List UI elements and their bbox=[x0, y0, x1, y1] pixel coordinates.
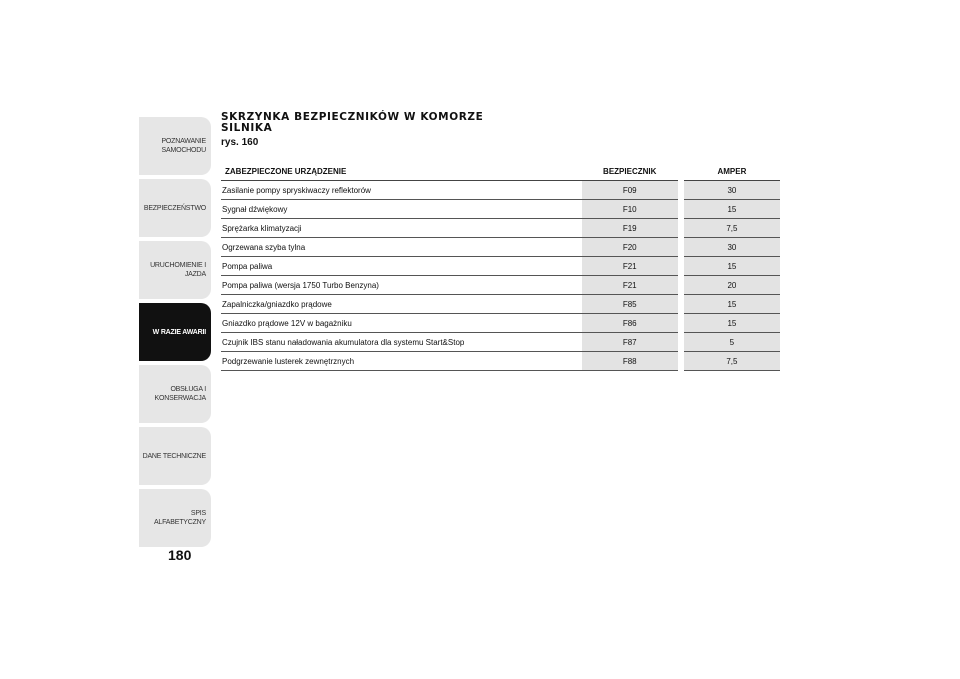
cell-device: Ogrzewana szyba tylna bbox=[221, 238, 582, 257]
cell-ampere: 15 bbox=[681, 295, 780, 314]
cell-device: Czujnik IBS stanu naładowania akumulatora dla systemu Start&Stop bbox=[221, 333, 582, 352]
header-ampere: AMPER bbox=[681, 162, 780, 181]
cell-ampere: 15 bbox=[681, 257, 780, 276]
tab-w-razie-awarii[interactable] bbox=[139, 303, 211, 361]
cell-device: Pompa paliwa bbox=[221, 257, 582, 276]
page-number: 180 bbox=[168, 547, 192, 563]
cell-ampere: 15 bbox=[681, 200, 780, 219]
cell-device: Zapalniczka/gniazdko prądowe bbox=[221, 295, 582, 314]
tab-label: OBSŁUGA I KONSERWACJA bbox=[154, 386, 206, 402]
table-row bbox=[221, 200, 780, 219]
cell-ampere: 7,5 bbox=[681, 219, 780, 238]
tab-label: DANE TECHNICZNE bbox=[142, 452, 206, 460]
fuse-table bbox=[221, 162, 780, 371]
cell-device: Sygnał dźwiękowy bbox=[221, 200, 582, 219]
cell-ampere: 5 bbox=[681, 333, 780, 352]
table-row bbox=[221, 257, 780, 276]
chapter-tabs bbox=[139, 117, 211, 551]
table-row bbox=[221, 314, 780, 333]
table-row bbox=[221, 181, 780, 200]
tab-bezpieczenstwo[interactable] bbox=[139, 179, 211, 237]
cell-fuse: F10 bbox=[582, 200, 681, 219]
table-row bbox=[221, 352, 780, 371]
table-header-row bbox=[221, 162, 780, 181]
cell-device: Sprężarka klimatyzacji bbox=[221, 219, 582, 238]
tab-label: POZNAWANIE SAMOCHODU bbox=[161, 138, 206, 154]
tab-poznawanie-samochodu[interactable] bbox=[139, 117, 211, 175]
cell-device: Gniazdko prądowe 12V w bagażniku bbox=[221, 314, 582, 333]
cell-device: Zasilanie pompy spryskiwaczy reflektorów bbox=[221, 181, 582, 200]
tab-label: BEZPIECZEŃSTWO bbox=[143, 204, 206, 212]
cell-ampere: 7,5 bbox=[681, 352, 780, 371]
tab-obsluga-i-konserwacja[interactable] bbox=[139, 365, 211, 423]
cell-ampere: 15 bbox=[681, 314, 780, 333]
cell-fuse: F88 bbox=[582, 352, 681, 371]
cell-fuse: F21 bbox=[582, 257, 681, 276]
table-row bbox=[221, 276, 780, 295]
cell-fuse: F09 bbox=[582, 181, 681, 200]
tab-dane-techniczne[interactable] bbox=[139, 427, 211, 485]
cell-ampere: 30 bbox=[681, 181, 780, 200]
cell-device: Podgrzewanie lusterek zewnętrznych bbox=[221, 352, 582, 371]
table-row bbox=[221, 238, 780, 257]
cell-fuse: F21 bbox=[582, 276, 681, 295]
tab-spis-alfabetyczny[interactable] bbox=[139, 489, 211, 547]
header-fuse: BEZPIECZNIK bbox=[582, 162, 681, 181]
tab-label: W RAZIE AWARII bbox=[152, 328, 206, 336]
cell-device: Pompa paliwa (wersja 1750 Turbo Benzyna) bbox=[221, 276, 582, 295]
cell-ampere: 20 bbox=[681, 276, 780, 295]
cell-fuse: F85 bbox=[582, 295, 681, 314]
table-row bbox=[221, 333, 780, 352]
cell-fuse: F20 bbox=[582, 238, 681, 257]
page-title: SKRZYNKA BEZPIECZNIKÓW W KOMORZE SILNIKA bbox=[221, 111, 484, 134]
figure-reference: rys. 160 bbox=[221, 137, 259, 148]
tab-uruchomienie-i-jazda[interactable] bbox=[139, 241, 211, 299]
header-device: ZABEZPIECZONE URZĄDZENIE bbox=[221, 162, 582, 181]
tab-label: URUCHOMIENIE I JAZDA bbox=[150, 262, 206, 278]
table-row bbox=[221, 219, 780, 238]
cell-ampere: 30 bbox=[681, 238, 780, 257]
table-row bbox=[221, 295, 780, 314]
cell-fuse: F87 bbox=[582, 333, 681, 352]
cell-fuse: F86 bbox=[582, 314, 681, 333]
tab-label: SPIS ALFABETYCZNY bbox=[153, 510, 206, 526]
cell-fuse: F19 bbox=[582, 219, 681, 238]
